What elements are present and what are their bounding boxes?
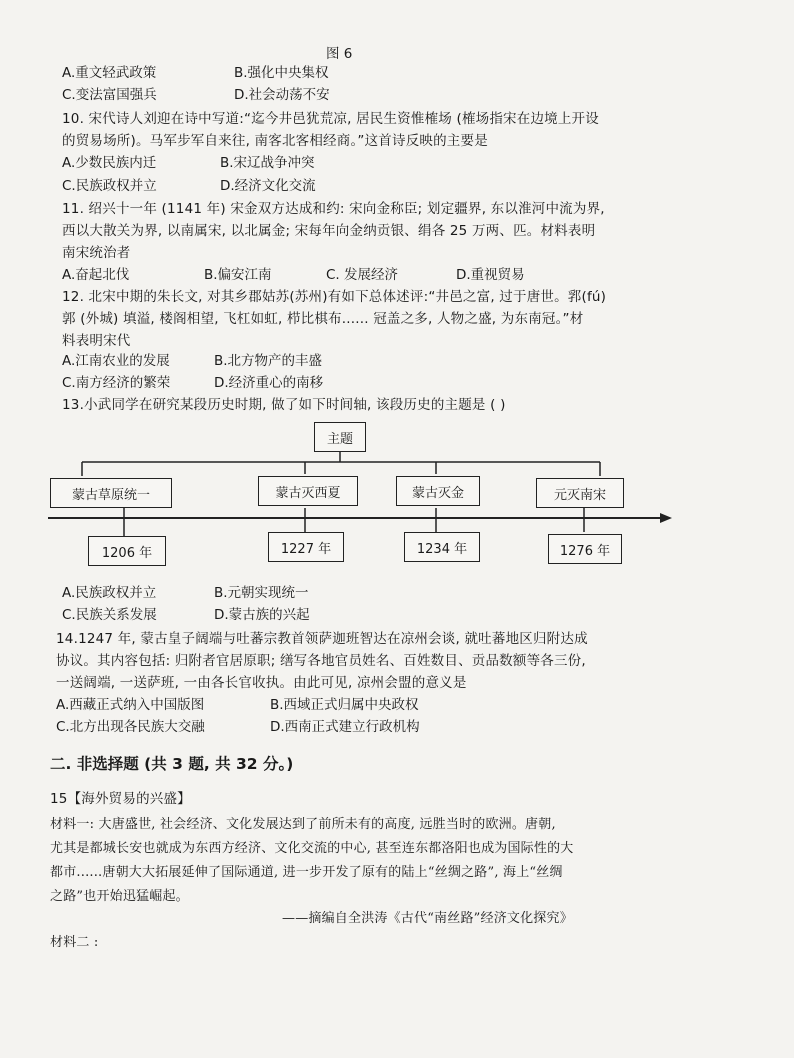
q10-option-d: D.经济文化交流 [220,178,316,194]
q11-line-2: 西以大散关为界, 以南属宋, 以北属金; 宋每年向金纳贡银、绢各 25 万两、匹。材料表明 [62,223,596,239]
q14-line-3: 一送阔端, 一送萨班, 一由各长官收执。由此可见, 凉州会盟的意义是 [56,675,467,691]
q9-option-d: D.社会动荡不安 [234,87,330,103]
q13-option-c: C.民族关系发展 [62,607,157,623]
q11-option-d: D.重视贸易 [456,267,525,283]
q10-option-a: A.少数民族内迁 [62,155,157,171]
q12-option-a: A.江南农业的发展 [62,353,170,369]
q10-option-c: C.民族政权并立 [62,178,157,194]
q12-option-b: B.北方物产的丰盛 [214,353,323,369]
q12-option-d: D.经济重心的南移 [214,375,324,391]
section-2-title: 二. 非选择题 (共 3 题, 共 32 分。) [50,755,294,773]
q15-heading: 15【海外贸易的兴盛】 [50,791,191,807]
q9-option-a: A.重文轻武政策 [62,65,157,81]
q12-option-c: C.南方经济的繁荣 [62,375,171,391]
q12-line-2: 郭 (外城) 填溢, 楼阁相望, 飞杠如虹, 栉比棋布...... 冠盖之多, 人物之盛, 为东南冠。”材 [62,311,584,327]
timeline-event-4: 元灭南宋 [536,478,624,508]
timeline-arrow-icon [660,513,672,523]
timeline-year-2: 1227 年 [268,532,344,562]
q15-material1-line-4: 之路”也开始迅猛崛起。 [50,889,189,904]
q15-material1-line-3: 都市......唐朝大大拓展延伸了国际通道, 进一步开发了原有的陆上“丝绸之路”, 海上“丝绸 [50,865,563,880]
q10-line-2: 的贸易场所)。马军步军自来往, 南客北客相经商。”这首诗反映的主要是 [62,133,488,149]
q12-line-3: 料表明宋代 [62,333,131,349]
timeline-title-box: 主题 [314,422,366,452]
q14-option-b: B.西域正式归属中央政权 [270,697,419,713]
q12-line-1: 12. 北宋中期的朱长文, 对其乡郡姑苏(苏州)有如下总体述评:“井邑之富, 过于唐世。郛(fú) [62,289,607,305]
q13-option-d: D.蒙古族的兴起 [214,607,310,623]
q14-option-a: A.西藏正式纳入中国版图 [56,697,205,713]
q15-material1-source: ——摘编自全洪涛《古代“南丝路”经济文化探究》 [282,911,573,926]
q10-line-1: 10. 宋代诗人刘迎在诗中写道:“迄今井邑犹荒凉, 居民生资惟榷场 (榷场指宋在边境上开设 [62,111,599,127]
q15-material2-label: 材料二 : [50,935,99,950]
q14-option-d: D.西南正式建立行政机构 [270,719,420,735]
q14-line-1: 14.1247 年, 蒙古皇子阔端与吐蕃宗教首领萨迦班智达在凉州会谈, 就吐蕃地区归附达成 [56,631,588,647]
q9-option-b: B.强化中央集权 [234,65,329,81]
q10-option-b: B.宋辽战争冲突 [220,155,315,171]
timeline-event-3: 蒙古灭金 [396,476,480,506]
figure-caption: 图 6 [326,46,353,62]
timeline-event-2: 蒙古灭西夏 [258,476,358,506]
timeline-year-1: 1206 年 [88,536,166,566]
q11-option-b: B.偏安江南 [204,267,272,283]
q11-line-3: 南宋统治者 [62,245,131,261]
q13-line-1: 13.小武同学在研究某段历史时期, 做了如下时间轴, 该段历史的主题是 ( ) [62,397,506,413]
q11-option-c: C. 发展经济 [326,267,399,283]
timeline-event-1: 蒙古草原统一 [50,478,172,508]
q15-material1-line-2: 尤其是都城长安也就成为东西方经济、文化交流的中心, 甚至连东都洛阳也成为国际性的大 [50,841,574,856]
timeline-year-3: 1234 年 [404,532,480,562]
q15-material1-line-1: 材料一: 大唐盛世, 社会经济、文化发展达到了前所未有的高度, 远胜当时的欧洲。唐朝, [50,817,556,832]
q14-option-c: C.北方出现各民族大交融 [56,719,205,735]
q11-option-a: A.奋起北伐 [62,267,130,283]
q9-option-c: C.变法富国强兵 [62,87,157,103]
q14-line-2: 协议。其内容包括: 归附者官居原职; 缮写各地官员姓名、百姓数目、贡品数额等各三份, [56,653,586,669]
q13-option-b: B.元朝实现统一 [214,585,309,601]
q11-line-1: 11. 绍兴十一年 (1141 年) 宋金双方达成和约: 宋向金称臣; 划定疆界, 东以淮河中流为界, [62,201,605,217]
timeline-year-4: 1276 年 [548,534,622,564]
q13-option-a: A.民族政权并立 [62,585,157,601]
